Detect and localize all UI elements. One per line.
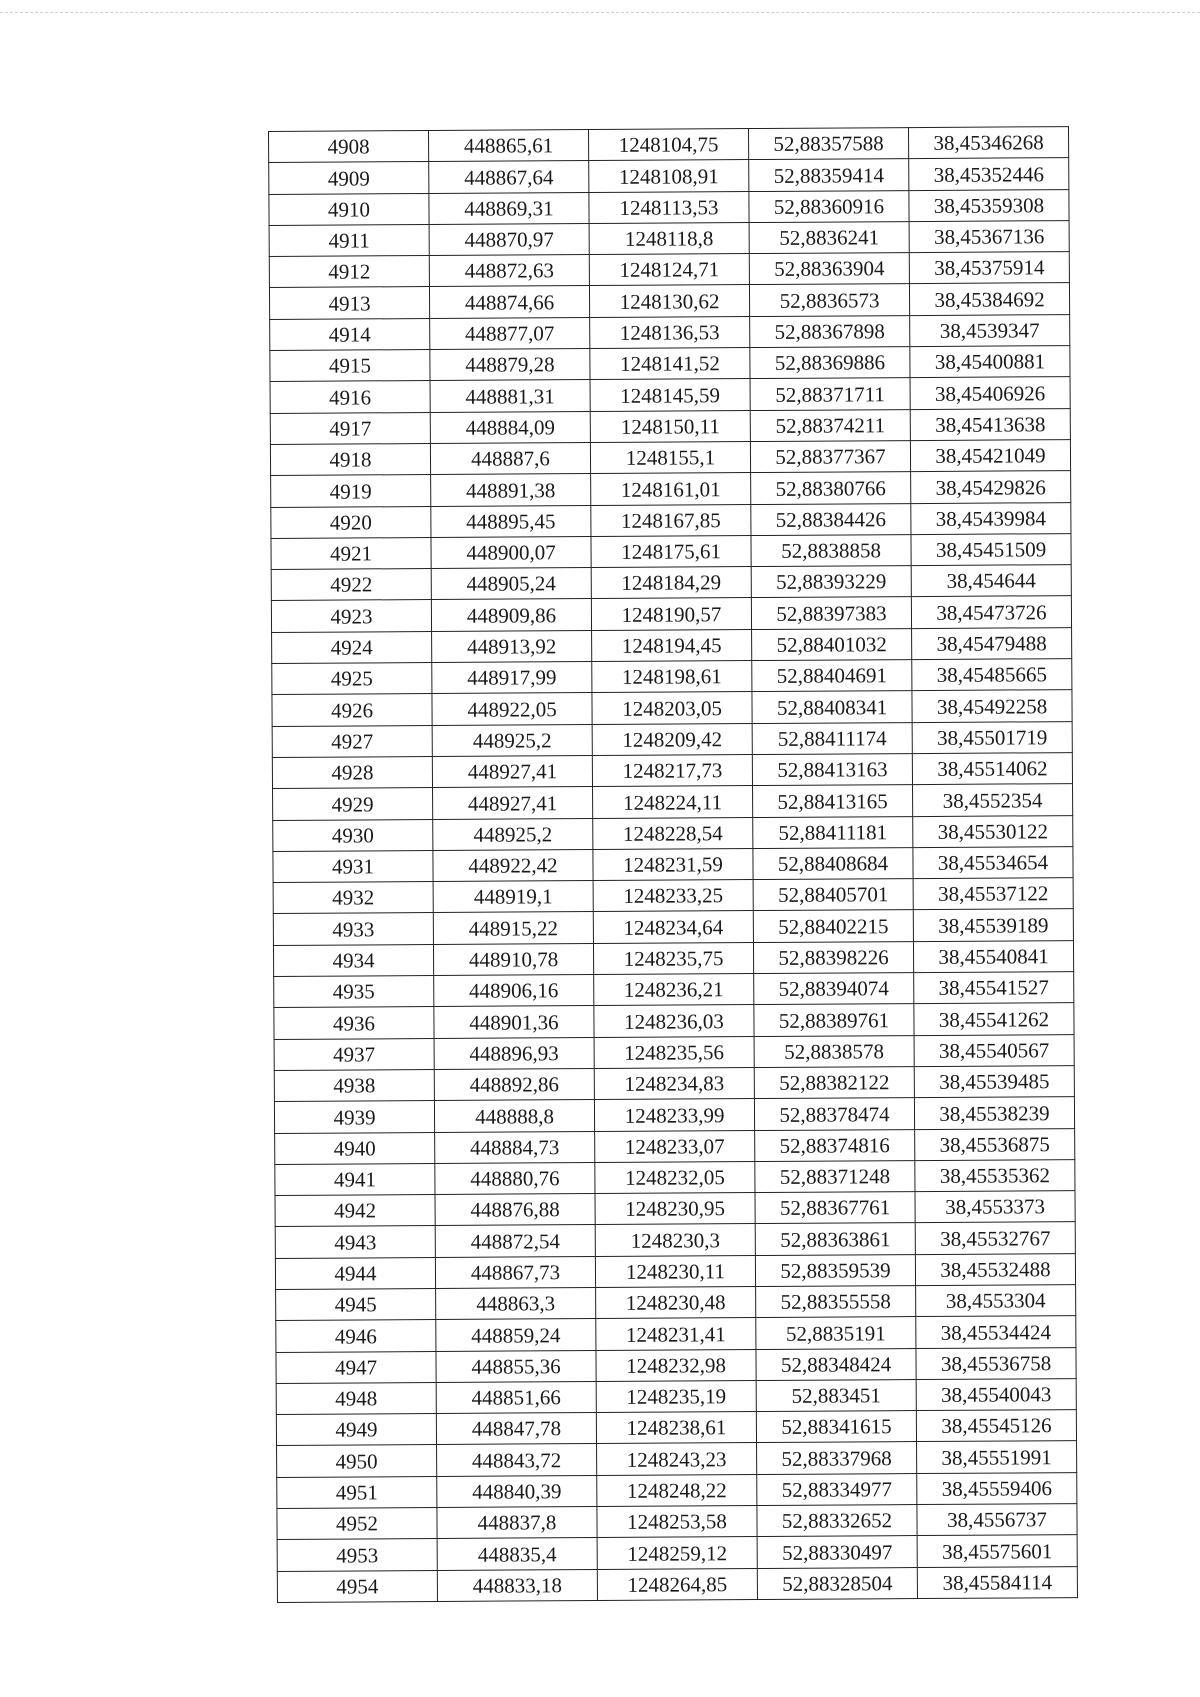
table-row <box>270 440 1070 476</box>
table-row <box>271 502 1071 538</box>
longitude-cell: 38,4556737 <box>917 1504 1077 1536</box>
point-number-cell: 4919 <box>271 475 431 507</box>
longitude-cell: 38,4539347 <box>910 314 1070 346</box>
longitude-cell: 38,45439984 <box>911 502 1071 534</box>
table-row <box>276 1285 1076 1321</box>
latitude-cell: 52,883451 <box>756 1379 916 1411</box>
coordinate-table <box>268 126 1078 1603</box>
latitude-cell: 52,88355558 <box>756 1286 916 1318</box>
table-row <box>274 1003 1074 1039</box>
point-number-cell: 4928 <box>272 756 432 788</box>
point-number-cell: 4933 <box>273 913 433 945</box>
point-number-cell: 4936 <box>274 1007 434 1039</box>
y-coordinate-cell: 1248231,59 <box>593 848 753 880</box>
x-coordinate-cell: 448891,38 <box>431 474 591 506</box>
latitude-cell: 52,88402215 <box>753 910 913 942</box>
y-coordinate-cell: 1248203,05 <box>592 692 752 724</box>
longitude-cell: 38,45540567 <box>914 1034 1074 1066</box>
latitude-cell: 52,88377367 <box>750 441 910 473</box>
y-coordinate-cell: 1248145,59 <box>590 379 750 411</box>
longitude-cell: 38,4553373 <box>915 1191 1075 1223</box>
table-row <box>271 533 1071 569</box>
point-number-cell: 4950 <box>277 1445 437 1477</box>
x-coordinate-cell: 448884,09 <box>430 411 590 443</box>
y-coordinate-cell: 1248230,11 <box>595 1255 755 1287</box>
y-coordinate-cell: 1248198,61 <box>592 661 752 693</box>
latitude-cell: 52,88384426 <box>751 503 911 535</box>
longitude-cell: 38,45421049 <box>910 440 1070 472</box>
table-row <box>276 1316 1076 1352</box>
table-row <box>271 565 1071 601</box>
x-coordinate-cell: 448900,07 <box>431 536 591 568</box>
latitude-cell: 52,88367898 <box>750 315 910 347</box>
table-row <box>270 314 1070 350</box>
y-coordinate-cell: 1248224,11 <box>593 786 753 818</box>
x-coordinate-cell: 448880,76 <box>435 1162 595 1194</box>
x-coordinate-cell: 448922,42 <box>433 849 593 881</box>
y-coordinate-cell: 1248194,45 <box>592 629 752 661</box>
y-coordinate-cell: 1248167,85 <box>591 504 751 536</box>
x-coordinate-cell: 448925,2 <box>433 818 593 850</box>
longitude-cell: 38,45479488 <box>912 627 1072 659</box>
y-coordinate-cell: 1248233,07 <box>595 1130 755 1162</box>
point-number-cell: 4927 <box>272 725 432 757</box>
x-coordinate-cell: 448917,99 <box>432 662 592 694</box>
point-number-cell: 4923 <box>271 600 431 632</box>
latitude-cell: 52,88334977 <box>757 1473 917 1505</box>
longitude-cell: 38,45537122 <box>913 878 1073 910</box>
longitude-cell: 38,45359308 <box>909 189 1069 221</box>
table-row <box>272 690 1072 726</box>
y-coordinate-cell: 1248228,54 <box>593 817 753 849</box>
longitude-cell: 38,45473726 <box>911 596 1071 628</box>
x-coordinate-cell: 448901,36 <box>434 1006 594 1038</box>
latitude-cell: 52,88413163 <box>752 754 912 786</box>
longitude-cell: 38,45551991 <box>917 1441 1077 1473</box>
x-coordinate-cell: 448872,63 <box>429 255 589 287</box>
point-number-cell: 4942 <box>275 1195 435 1227</box>
table-row <box>269 158 1069 194</box>
longitude-cell: 38,45532767 <box>915 1222 1075 1254</box>
latitude-cell: 52,88374816 <box>755 1129 915 1161</box>
longitude-cell: 38,45413638 <box>910 408 1070 440</box>
point-number-cell: 4946 <box>276 1320 436 1352</box>
table-row <box>271 596 1071 632</box>
point-number-cell: 4918 <box>270 443 430 475</box>
x-coordinate-cell: 448867,64 <box>429 161 589 193</box>
latitude-cell: 52,88389761 <box>754 1004 914 1036</box>
longitude-cell: 38,45575601 <box>917 1535 1077 1567</box>
y-coordinate-cell: 1248248,22 <box>597 1474 757 1506</box>
latitude-cell: 52,88408341 <box>752 691 912 723</box>
x-coordinate-cell: 448840,39 <box>437 1475 597 1507</box>
x-coordinate-cell: 448892,86 <box>434 1068 594 1100</box>
x-coordinate-cell: 448919,1 <box>433 881 593 913</box>
table-row <box>276 1410 1076 1446</box>
table-row <box>274 1034 1074 1070</box>
longitude-cell: 38,45492258 <box>912 690 1072 722</box>
longitude-cell: 38,45541262 <box>914 1003 1074 1035</box>
y-coordinate-cell: 1248264,85 <box>597 1568 757 1600</box>
x-coordinate-cell: 448855,36 <box>436 1350 596 1382</box>
latitude-cell: 52,88393229 <box>751 566 911 598</box>
point-number-cell: 4935 <box>274 976 434 1008</box>
y-coordinate-cell: 1248235,19 <box>596 1380 756 1412</box>
point-number-cell: 4922 <box>271 569 431 601</box>
x-coordinate-cell: 448896,93 <box>434 1037 594 1069</box>
table-row <box>269 220 1069 256</box>
table-row <box>273 846 1073 882</box>
table-row <box>277 1472 1077 1508</box>
longitude-cell: 38,45540043 <box>916 1378 1076 1410</box>
x-coordinate-cell: 448881,31 <box>430 380 590 412</box>
point-number-cell: 4909 <box>269 162 429 194</box>
x-coordinate-cell: 448859,24 <box>436 1319 596 1351</box>
point-number-cell: 4929 <box>273 788 433 820</box>
x-coordinate-cell: 448927,41 <box>432 755 592 787</box>
y-coordinate-cell: 1248161,01 <box>591 473 751 505</box>
longitude-cell: 38,45406926 <box>910 377 1070 409</box>
point-number-cell: 4913 <box>269 287 429 319</box>
latitude-cell: 52,8836573 <box>749 284 909 316</box>
latitude-cell: 52,88378474 <box>754 1098 914 1130</box>
y-coordinate-cell: 1248233,99 <box>594 1099 754 1131</box>
y-coordinate-cell: 1248130,62 <box>589 285 749 317</box>
longitude-cell: 38,45384692 <box>909 283 1069 315</box>
x-coordinate-cell: 448877,07 <box>430 317 590 349</box>
point-number-cell: 4944 <box>275 1257 435 1289</box>
point-number-cell: 4925 <box>272 663 432 695</box>
y-coordinate-cell: 1248190,57 <box>591 598 751 630</box>
point-number-cell: 4930 <box>273 819 433 851</box>
latitude-cell: 52,88382122 <box>754 1066 914 1098</box>
y-coordinate-cell: 1248141,52 <box>590 348 750 380</box>
point-number-cell: 4953 <box>277 1539 437 1571</box>
y-coordinate-cell: 1248184,29 <box>591 567 751 599</box>
table-row <box>273 878 1073 914</box>
x-coordinate-cell: 448887,6 <box>430 443 590 475</box>
point-number-cell: 4915 <box>270 350 430 382</box>
table-row <box>275 1159 1075 1195</box>
y-coordinate-cell: 1248230,95 <box>595 1193 755 1225</box>
y-coordinate-cell: 1248124,71 <box>589 254 749 286</box>
table-row <box>273 909 1073 945</box>
latitude-cell: 52,88332652 <box>757 1505 917 1537</box>
latitude-cell: 52,8838858 <box>751 534 911 566</box>
latitude-cell: 52,88341615 <box>756 1411 916 1443</box>
latitude-cell: 52,88374211 <box>750 409 910 441</box>
longitude-cell: 38,45534424 <box>916 1316 1076 1348</box>
table-row <box>269 127 1069 163</box>
longitude-cell: 38,4552354 <box>913 784 1073 816</box>
longitude-cell: 38,45539189 <box>913 909 1073 941</box>
x-coordinate-cell: 448863,3 <box>436 1288 596 1320</box>
point-number-cell: 4939 <box>274 1101 434 1133</box>
table-row <box>275 1253 1075 1289</box>
longitude-cell: 38,45584114 <box>917 1566 1077 1598</box>
y-coordinate-cell: 1248150,11 <box>590 410 750 442</box>
x-coordinate-cell: 448835,4 <box>437 1538 597 1570</box>
table-row <box>271 471 1071 507</box>
latitude-cell: 52,88394074 <box>754 973 914 1005</box>
latitude-cell: 52,8838578 <box>754 1035 914 1067</box>
latitude-cell: 52,88398226 <box>753 941 913 973</box>
point-number-cell: 4931 <box>273 850 433 882</box>
latitude-cell: 52,88348424 <box>756 1348 916 1380</box>
point-number-cell: 4951 <box>277 1476 437 1508</box>
y-coordinate-cell: 1248236,03 <box>594 1005 754 1037</box>
point-number-cell: 4914 <box>270 318 430 350</box>
x-coordinate-cell: 448879,28 <box>430 349 590 381</box>
latitude-cell: 52,88369886 <box>750 347 910 379</box>
point-number-cell: 4921 <box>271 537 431 569</box>
point-number-cell: 4917 <box>270 412 430 444</box>
x-coordinate-cell: 448910,78 <box>433 943 593 975</box>
table-row <box>275 1222 1075 1258</box>
longitude-cell: 38,45535362 <box>915 1159 1075 1191</box>
x-coordinate-cell: 448895,45 <box>431 505 591 537</box>
longitude-cell: 38,45530122 <box>913 815 1073 847</box>
y-coordinate-cell: 1248234,83 <box>594 1067 754 1099</box>
point-number-cell: 4920 <box>271 506 431 538</box>
point-number-cell: 4949 <box>276 1414 436 1446</box>
y-coordinate-cell: 1248253,58 <box>597 1506 757 1538</box>
point-number-cell: 4938 <box>274 1069 434 1101</box>
y-coordinate-cell: 1248155,1 <box>590 442 750 474</box>
longitude-cell: 38,45367136 <box>909 220 1069 252</box>
y-coordinate-cell: 1248209,42 <box>592 723 752 755</box>
latitude-cell: 52,88371248 <box>755 1160 915 1192</box>
y-coordinate-cell: 1248104,75 <box>588 129 748 161</box>
y-coordinate-cell: 1248238,61 <box>596 1412 756 1444</box>
latitude-cell: 52,88363904 <box>749 253 909 285</box>
x-coordinate-cell: 448905,24 <box>431 568 591 600</box>
table-row <box>277 1535 1077 1571</box>
latitude-cell: 52,88411181 <box>753 816 913 848</box>
longitude-cell: 38,45541527 <box>914 972 1074 1004</box>
longitude-cell: 38,45429826 <box>911 471 1071 503</box>
y-coordinate-cell: 1248243,23 <box>597 1443 757 1475</box>
table-row <box>274 972 1074 1008</box>
coordinate-table-sheet <box>268 126 1077 1603</box>
longitude-cell: 38,45536875 <box>915 1128 1075 1160</box>
longitude-cell: 38,45346268 <box>908 127 1068 159</box>
longitude-cell: 38,45451509 <box>911 533 1071 565</box>
longitude-cell: 38,45400881 <box>910 346 1070 378</box>
table-row <box>277 1504 1077 1540</box>
point-number-cell: 4945 <box>276 1288 436 1320</box>
longitude-cell: 38,45540841 <box>913 940 1073 972</box>
y-coordinate-cell: 1248136,53 <box>590 316 750 348</box>
x-coordinate-cell: 448870,97 <box>429 223 589 255</box>
table-row <box>272 627 1072 663</box>
longitude-cell: 38,45559406 <box>917 1472 1077 1504</box>
point-number-cell: 4952 <box>277 1508 437 1540</box>
longitude-cell: 38,45532488 <box>915 1253 1075 1285</box>
longitude-cell: 38,45485665 <box>912 659 1072 691</box>
x-coordinate-cell: 448906,16 <box>434 975 594 1007</box>
x-coordinate-cell: 448927,41 <box>433 787 593 819</box>
y-coordinate-cell: 1248232,98 <box>596 1349 756 1381</box>
latitude-cell: 52,88328504 <box>757 1567 917 1599</box>
longitude-cell: 38,45514062 <box>912 753 1072 785</box>
x-coordinate-cell: 448888,8 <box>434 1100 594 1132</box>
x-coordinate-cell: 448909,86 <box>431 599 591 631</box>
point-number-cell: 4941 <box>275 1163 435 1195</box>
y-coordinate-cell: 1248233,25 <box>593 880 753 912</box>
latitude-cell: 52,88401032 <box>752 628 912 660</box>
x-coordinate-cell: 448922,05 <box>432 693 592 725</box>
table-row <box>273 784 1073 820</box>
x-coordinate-cell: 448837,8 <box>437 1507 597 1539</box>
x-coordinate-cell: 448876,88 <box>435 1194 595 1226</box>
point-number-cell: 4910 <box>269 193 429 225</box>
latitude-cell: 52,88413165 <box>753 785 913 817</box>
point-number-cell: 4916 <box>270 381 430 413</box>
table-row <box>277 1441 1077 1477</box>
x-coordinate-cell: 448874,66 <box>429 286 589 318</box>
point-number-cell: 4947 <box>276 1351 436 1383</box>
coordinate-table-body <box>269 127 1078 1603</box>
y-coordinate-cell: 1248108,91 <box>589 160 749 192</box>
point-number-cell: 4954 <box>277 1570 437 1602</box>
table-row <box>276 1378 1076 1414</box>
y-coordinate-cell: 1248232,05 <box>595 1161 755 1193</box>
table-row <box>277 1566 1077 1602</box>
table-row <box>272 659 1072 695</box>
table-row <box>269 189 1069 225</box>
table-row <box>273 815 1073 851</box>
point-number-cell: 4908 <box>269 131 429 163</box>
longitude-cell: 38,45501719 <box>912 721 1072 753</box>
x-coordinate-cell: 448867,73 <box>435 1256 595 1288</box>
longitude-cell: 38,45536758 <box>916 1347 1076 1379</box>
point-number-cell: 4924 <box>272 631 432 663</box>
y-coordinate-cell: 1248235,75 <box>593 942 753 974</box>
y-coordinate-cell: 1248175,61 <box>591 535 751 567</box>
latitude-cell: 52,88359539 <box>755 1254 915 1286</box>
x-coordinate-cell: 448843,72 <box>437 1444 597 1476</box>
y-coordinate-cell: 1248236,21 <box>594 974 754 1006</box>
latitude-cell: 52,88411174 <box>752 722 912 754</box>
latitude-cell: 52,88408684 <box>753 847 913 879</box>
longitude-cell: 38,45352446 <box>909 158 1069 190</box>
latitude-cell: 52,88371711 <box>750 378 910 410</box>
latitude-cell: 52,88359414 <box>749 159 909 191</box>
point-number-cell: 4912 <box>269 256 429 288</box>
point-number-cell: 4937 <box>274 1038 434 1070</box>
table-row <box>270 408 1070 444</box>
longitude-cell: 38,45538239 <box>914 1097 1074 1129</box>
x-coordinate-cell: 448913,92 <box>432 630 592 662</box>
longitude-cell: 38,454644 <box>911 565 1071 597</box>
table-row <box>269 252 1069 288</box>
latitude-cell: 52,88397383 <box>751 597 911 629</box>
point-number-cell: 4940 <box>275 1132 435 1164</box>
latitude-cell: 52,8835191 <box>756 1317 916 1349</box>
latitude-cell: 52,8836241 <box>749 221 909 253</box>
point-number-cell: 4911 <box>269 224 429 256</box>
y-coordinate-cell: 1248230,3 <box>595 1224 755 1256</box>
latitude-cell: 52,88330497 <box>757 1536 917 1568</box>
x-coordinate-cell: 448865,61 <box>429 130 589 162</box>
y-coordinate-cell: 1248230,48 <box>596 1287 756 1319</box>
x-coordinate-cell: 448915,22 <box>433 912 593 944</box>
point-number-cell: 4948 <box>276 1382 436 1414</box>
y-coordinate-cell: 1248113,53 <box>589 191 749 223</box>
latitude-cell: 52,88367761 <box>755 1192 915 1224</box>
x-coordinate-cell: 448872,54 <box>435 1225 595 1257</box>
longitude-cell: 38,4553304 <box>916 1285 1076 1317</box>
table-row <box>273 940 1073 976</box>
x-coordinate-cell: 448833,18 <box>437 1569 597 1601</box>
latitude-cell: 52,88337968 <box>757 1442 917 1474</box>
table-row <box>272 753 1072 789</box>
table-row <box>274 1097 1074 1133</box>
longitude-cell: 38,45539485 <box>914 1065 1074 1097</box>
latitude-cell: 52,88360916 <box>749 190 909 222</box>
latitude-cell: 52,88404691 <box>752 660 912 692</box>
table-row <box>269 283 1069 319</box>
point-number-cell: 4934 <box>273 944 433 976</box>
y-coordinate-cell: 1248231,41 <box>596 1318 756 1350</box>
table-row <box>275 1128 1075 1164</box>
x-coordinate-cell: 448884,73 <box>435 1131 595 1163</box>
point-number-cell: 4926 <box>272 694 432 726</box>
x-coordinate-cell: 448925,2 <box>432 724 592 756</box>
table-row <box>275 1191 1075 1227</box>
longitude-cell: 38,45534654 <box>913 846 1073 878</box>
table-row <box>272 721 1072 757</box>
x-coordinate-cell: 448851,66 <box>436 1381 596 1413</box>
scan-edge-line <box>0 12 1200 13</box>
table-row <box>270 377 1070 413</box>
x-coordinate-cell: 448869,31 <box>429 192 589 224</box>
y-coordinate-cell: 1248118,8 <box>589 222 749 254</box>
latitude-cell: 52,88357588 <box>748 128 908 160</box>
point-number-cell: 4943 <box>275 1226 435 1258</box>
y-coordinate-cell: 1248235,56 <box>594 1036 754 1068</box>
latitude-cell: 52,88405701 <box>753 879 913 911</box>
longitude-cell: 38,45375914 <box>909 252 1069 284</box>
table-row <box>270 346 1070 382</box>
latitude-cell: 52,88380766 <box>751 472 911 504</box>
longitude-cell: 38,45545126 <box>916 1410 1076 1442</box>
y-coordinate-cell: 1248234,64 <box>593 911 753 943</box>
point-number-cell: 4932 <box>273 882 433 914</box>
y-coordinate-cell: 1248259,12 <box>597 1537 757 1569</box>
table-row <box>276 1347 1076 1383</box>
latitude-cell: 52,88363861 <box>755 1223 915 1255</box>
y-coordinate-cell: 1248217,73 <box>592 754 752 786</box>
x-coordinate-cell: 448847,78 <box>436 1413 596 1445</box>
table-row <box>274 1065 1074 1101</box>
